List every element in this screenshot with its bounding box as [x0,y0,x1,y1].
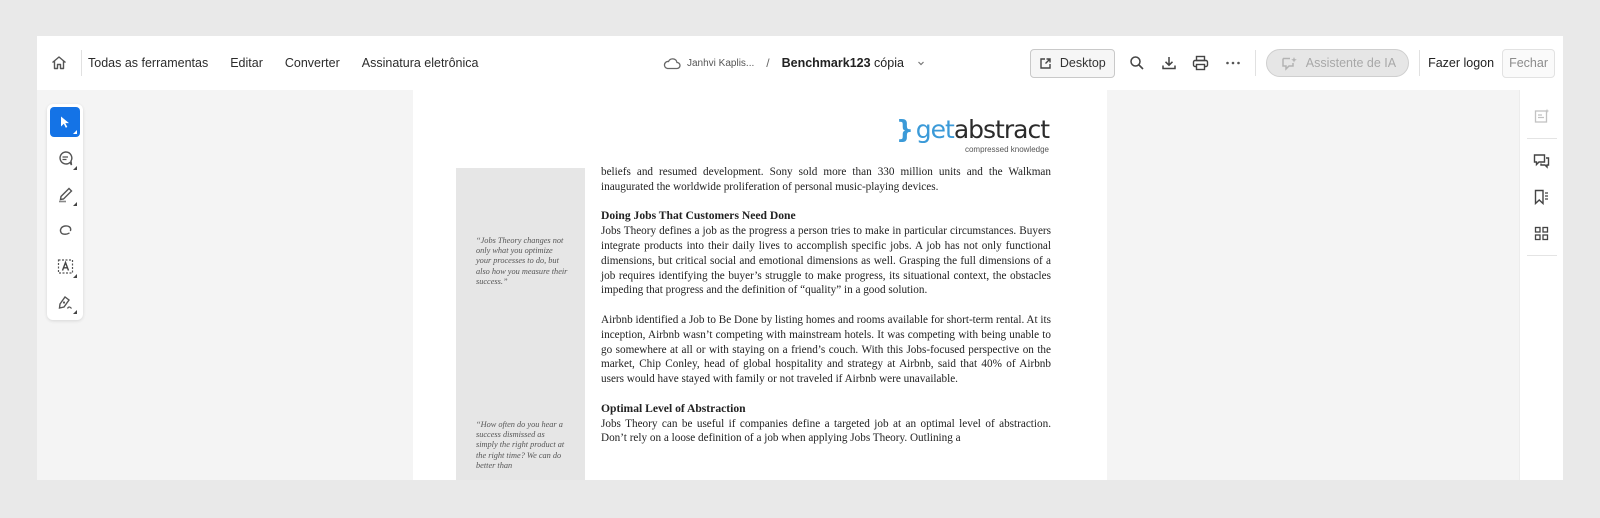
ai-assistant-button[interactable] [1266,49,1409,77]
comment-tool[interactable] [50,143,80,173]
nav-convert[interactable]: Converter [284,56,340,70]
thumbnails-icon [1534,226,1549,241]
submenu-indicator [73,310,77,314]
comments-panel-button[interactable] [1526,145,1558,177]
paragraph: Airbnb identified a Job to Be Done by listing homes and rooms available for short-term rental. At its inception, Airbnb wasn’t competing with mainstream hotels. It was competing with being unable to go somewhere at all or with staying on a friend’s couch. With this Jobs-focused perspective on the market, Chip Conley, head of global hospitality and strategy at Airbnb, said that 40% of Airbnb users would have stayed with family or not traveled if Airbnb were unavailable. [601,313,1051,386]
print-button[interactable] [1185,47,1217,79]
desktop-label: Desktop [1059,56,1106,70]
more-options-button[interactable] [1217,47,1249,79]
nav-all-tools[interactable]: Todas as ferramentas [88,56,209,70]
right-actions [1030,36,1555,90]
breadcrumb-separator: / [766,56,770,70]
top-toolbar [37,36,1563,90]
more-horizontal-icon [1225,61,1241,65]
ai-assistant-label: Assistente de IA [1305,56,1397,70]
submenu-indicator [73,130,77,134]
bookmarks-icon [1533,189,1550,205]
divider [1527,138,1557,139]
submenu-indicator [73,274,77,278]
ai-assistant-icon [1281,56,1298,71]
sign-tool[interactable] [50,287,80,317]
cloud-icon [663,56,681,70]
close-label: Fechar [1509,56,1548,70]
file-name[interactable] [782,56,904,70]
draw-tool[interactable] [50,215,80,245]
divider [1255,50,1256,76]
pull-quote: “Jobs Theory changes not only what you optimize your processes to do, but also how you measure their success.” [476,236,568,286]
breadcrumb-owner[interactable]: Janhvi Kaplis... [687,57,755,69]
text-box-icon [57,258,74,275]
freehand-lasso-icon [57,222,74,239]
paragraph: beliefs and resumed development. Sony sold more than 330 million units and the Walkman inaugurated the worldwide proliferation of personal music-playing devices. [601,166,1051,193]
pull-quote-column [456,168,585,480]
file-name-suffix: cópia [870,56,904,70]
pen-icon [57,186,74,203]
submenu-indicator [73,202,77,206]
paragraph: Jobs Theory defines a job as the progress a person tries to make in particular circumstances. Buyers integrate products into their daily lives to accomplish specific jobs. A job has not only functional dimensions, but critical social and emotional dimensions as well. Grasping the full dimensions of a job requires identifying the buyer’s struggle to make progress, its situational context, the obstacles impeding that progress and the definition of “quality” in a good solution. [601,225,1051,297]
getabstract-logo [896,116,1049,154]
bookmarks-panel-button[interactable] [1526,181,1558,213]
signature-pen-icon [56,294,74,311]
search-icon [1129,55,1145,71]
pdf-viewer-app [37,36,1563,480]
download-icon [1161,55,1177,71]
printer-icon [1192,55,1209,71]
chevron-down-icon[interactable] [916,58,926,68]
download-button[interactable] [1153,47,1185,79]
thumbnails-panel-button[interactable] [1526,217,1558,249]
ai-summary-icon [1534,108,1550,124]
nav-e-signature[interactable]: Assinatura eletrônica [361,56,479,70]
comment-bubble-icon [57,150,74,167]
highlight-tool[interactable] [50,179,80,209]
select-tool[interactable] [50,107,80,137]
annotation-toolbar [47,104,83,320]
right-panel-rail [1519,90,1563,480]
ai-summary-button[interactable] [1526,100,1558,132]
section-heading: Optimal Level of Abstraction [601,401,746,415]
open-desktop-button[interactable] [1030,49,1115,78]
sign-in-link[interactable]: Fazer logon [1428,56,1495,70]
pull-quote: “How often do you hear a success dismissed as simply the right product at the right time? We can do better than [476,420,565,470]
search-button[interactable] [1121,47,1153,79]
document-body [601,165,1051,461]
pdf-page [413,90,1107,480]
file-name-bold: Benchmark123 [781,56,871,70]
open-external-icon [1039,57,1052,70]
divider [1527,255,1557,256]
logo-tagline: compressed knowledge [964,145,1049,154]
comments-icon [1533,153,1550,169]
text-tool[interactable] [50,251,80,281]
logo-wordmark: } getabstract [895,115,1049,144]
home-icon [50,54,68,72]
cursor-arrow-icon [58,115,72,129]
close-button[interactable] [1502,49,1555,78]
home-button[interactable] [37,36,81,90]
nav-edit[interactable]: Editar [230,56,263,70]
section-heading: Doing Jobs That Customers Need Done [601,209,796,223]
paragraph: Jobs Theory can be useful if companies define a targeted job at an optimal level of abstraction. Don’t rely on a loose definition of a job when applying Jobs Theory. Outlining a [601,417,1051,445]
submenu-indicator [73,166,77,170]
breadcrumb [663,36,926,90]
